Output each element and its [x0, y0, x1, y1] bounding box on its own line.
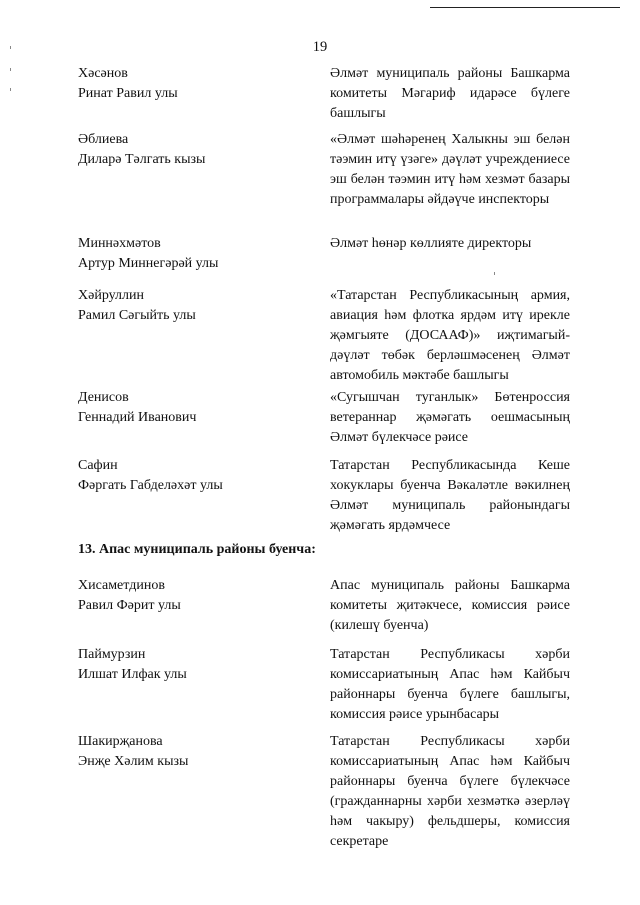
person-position: Апас муниципаль районы Башкарма комитеты җитәкчесе, комиссия рәисе (килешү буенча) — [330, 578, 570, 633]
person-name — [78, 234, 298, 274]
person-surname: Сафин — [78, 458, 118, 473]
person-given-name: Рамил Сәгыйть улы — [78, 308, 196, 323]
person-surname: Паймурзин — [78, 647, 146, 662]
scan-speck — [494, 272, 495, 275]
person-name — [78, 286, 298, 326]
header-rule — [430, 7, 620, 8]
person-name — [78, 732, 298, 772]
person-position: Әлмәт һөнәр көллияте директоры — [330, 236, 532, 251]
person-surname: Хисаметдинов — [78, 578, 165, 593]
person-position: «Сугышчан туганлык» Бөтенроссия ветераннар җәмәгать оешмасының Әлмәт бүлекчәсе рәисе — [330, 390, 570, 445]
person-name — [78, 130, 298, 170]
person-given-name: Ринат Равил улы — [78, 86, 178, 101]
person-position: Татарстан Республикасы хәрби комиссариатының Апас һәм Кайбыч районнары буенча бүлеге бүлекчәсе (гражданнарны хәрби хезмәткә әзерләү һәм чакыру) фельдшеры, комиссия секретаре — [330, 734, 570, 849]
person-given-name: Илшат Илфак улы — [78, 667, 187, 682]
person-given-name: Артур Миннегәрәй улы — [78, 256, 219, 271]
person-surname: Әблиева — [78, 132, 129, 147]
person-given-name: Фәргать Габделәхәт улы — [78, 478, 223, 493]
person-given-name: Энҗе Хәлим кызы — [78, 754, 189, 769]
scan-speck — [10, 68, 11, 71]
person-given-name: Геннадий Иванович — [78, 410, 197, 425]
person-name — [78, 576, 298, 616]
person-surname: Денисов — [78, 390, 129, 405]
person-position: Татарстан Республикасында Кеше хокуклары буенча Вәкаләтле вәкилнең Әлмәт муниципаль районындагы җәмәгать ярдәмчесе — [330, 458, 570, 533]
section-heading: 13. Апас муниципаль районы буенча: — [78, 542, 316, 557]
person-surname: Шакирҗанова — [78, 734, 163, 749]
person-name — [78, 64, 298, 104]
person-surname: Хәсәнов — [78, 66, 128, 81]
person-name — [78, 456, 298, 496]
person-given-name: Равил Фәрит улы — [78, 598, 181, 613]
person-name — [78, 388, 298, 428]
person-position: «Татарстан Республикасының армия, авиация һәм флотка ярдәм итү ирекле җәмгыяте (ДОСААФ)» иҗтимагый-дәүләт төбәк берләшмәсенең Әлмәт автомобиль мәктәбе башлыгы — [330, 288, 570, 383]
page-number: 19 — [312, 39, 328, 55]
person-given-name: Диларә Тәлгать кызы — [78, 152, 206, 167]
scan-speck — [10, 88, 11, 91]
person-position: Әлмәт муниципаль районы Башкарма комитеты Мәгариф идарәсе бүлеге башлыгы — [330, 66, 570, 121]
person-position: Татарстан Республикасы хәрби комиссариатының Апас һәм Кайбыч районнары буенча бүлеге башлыгы, комиссия рәисе урынбасары — [330, 647, 570, 722]
person-surname: Миннәхмәтов — [78, 236, 161, 251]
person-position: «Әлмәт шәһәренең Халыкны эш белән тәэмин итү үзәге» дәүләт учреждениесе эш белән тәэмин итү һәм хезмәт базары программалары әйдәүче инспекторы — [330, 132, 570, 207]
person-surname: Хәйруллин — [78, 288, 144, 303]
person-name — [78, 645, 298, 685]
